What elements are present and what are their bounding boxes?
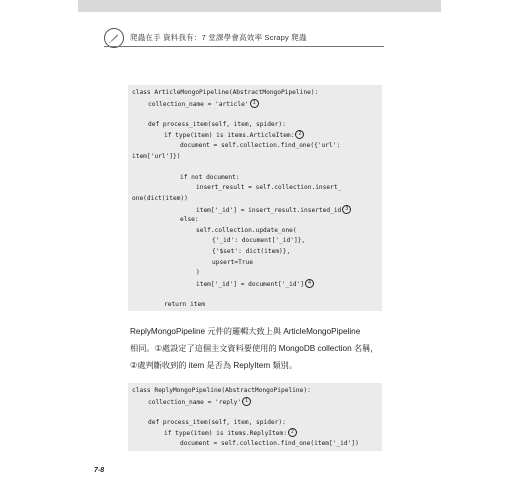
code-line	[128, 386, 382, 397]
code-line	[128, 428, 382, 439]
code-line	[128, 194, 382, 205]
code-block-reply-pipeline	[128, 383, 382, 451]
code-text: item['_id'] = insert_result.inserted_id	[196, 206, 342, 214]
header-title: 爬蟲在手 資料我有：7 堂課學會高效率 Scrapy 爬蟲	[130, 33, 307, 42]
code-line	[128, 99, 382, 110]
code-line	[128, 109, 382, 120]
code-line	[128, 236, 382, 247]
paragraph-line-3: ②處判斷收到的 item 是否為 ReplyItem 類別。	[130, 361, 298, 370]
code-text: {'_id': document['_id']},	[212, 237, 306, 245]
code-line	[128, 141, 382, 152]
page-number: 7-8	[94, 467, 105, 474]
code-text: collection_name = 'article'	[148, 100, 249, 108]
code-text: if not document:	[180, 173, 240, 181]
code-line	[128, 173, 382, 184]
callout-marker: 2	[295, 130, 304, 139]
code-line	[128, 247, 382, 258]
paragraph-line-2: 相同。①處設定了這個主文資料要使用的 MongoDB collection 名稱，	[130, 344, 379, 353]
callout-marker: 1	[242, 397, 251, 406]
code-text: document = self.collection.find_one(item['_id'])	[180, 439, 359, 447]
code-text: class ReplyMongoPipeline(AbstractMongoPipeline):	[132, 387, 311, 394]
paragraph-line-1: ReplyMongoPipeline 元件的邏輯大致上與 ArticleMongoPipeline	[130, 327, 361, 336]
code-line	[128, 439, 382, 450]
code-text: def process_item(self, item, spider):	[148, 120, 286, 128]
code-text: item['_id'] = document['_id']	[196, 280, 305, 288]
code-line	[128, 88, 382, 99]
code-text: insert_result = self.collection.insert_	[196, 184, 342, 192]
code-line	[128, 152, 382, 163]
code-text: return item	[164, 300, 205, 308]
code-line	[128, 120, 382, 131]
code-line	[128, 289, 382, 300]
callout-marker: 1	[250, 99, 259, 108]
code-text: {'$set': dict(item)},	[212, 247, 291, 255]
code-line	[128, 205, 382, 216]
code-text: else:	[180, 216, 199, 224]
code-line	[128, 258, 382, 269]
code-text: class ArticleMongoPipeline(AbstractMongoPipeline):	[132, 89, 319, 96]
code-line	[128, 300, 382, 311]
code-text: if type(item) is items.ReplyItem:	[164, 430, 287, 438]
code-text: )	[196, 269, 200, 277]
code-text: one(dict(item))	[132, 194, 188, 202]
code-text: upsert=True	[212, 258, 253, 266]
code-line	[128, 407, 382, 418]
callout-marker: 4	[305, 279, 314, 288]
callout-marker: 2	[288, 428, 297, 437]
top-gray-bar	[78, 0, 441, 12]
code-text: collection_name = 'reply'	[148, 398, 242, 406]
header-divider	[104, 46, 384, 47]
code-line	[128, 215, 382, 226]
code-text: document = self.collection.find_one({'url':	[180, 141, 341, 149]
code-text: def process_item(self, item, spider):	[148, 418, 286, 426]
code-line	[128, 279, 382, 290]
code-text: item['url']})	[132, 152, 181, 160]
code-text: if type(item) is items.ArticleItem:	[164, 132, 295, 140]
code-block-article-pipeline	[128, 85, 382, 311]
callout-marker: 3	[342, 205, 351, 214]
code-line	[128, 130, 382, 141]
code-line	[128, 226, 382, 237]
code-text: self.collection.update_one(	[196, 226, 297, 234]
code-line	[128, 162, 382, 173]
code-line	[128, 397, 382, 408]
code-line	[128, 268, 382, 279]
code-line	[128, 183, 382, 194]
quill-pen-icon	[104, 28, 124, 48]
code-line	[128, 418, 382, 429]
